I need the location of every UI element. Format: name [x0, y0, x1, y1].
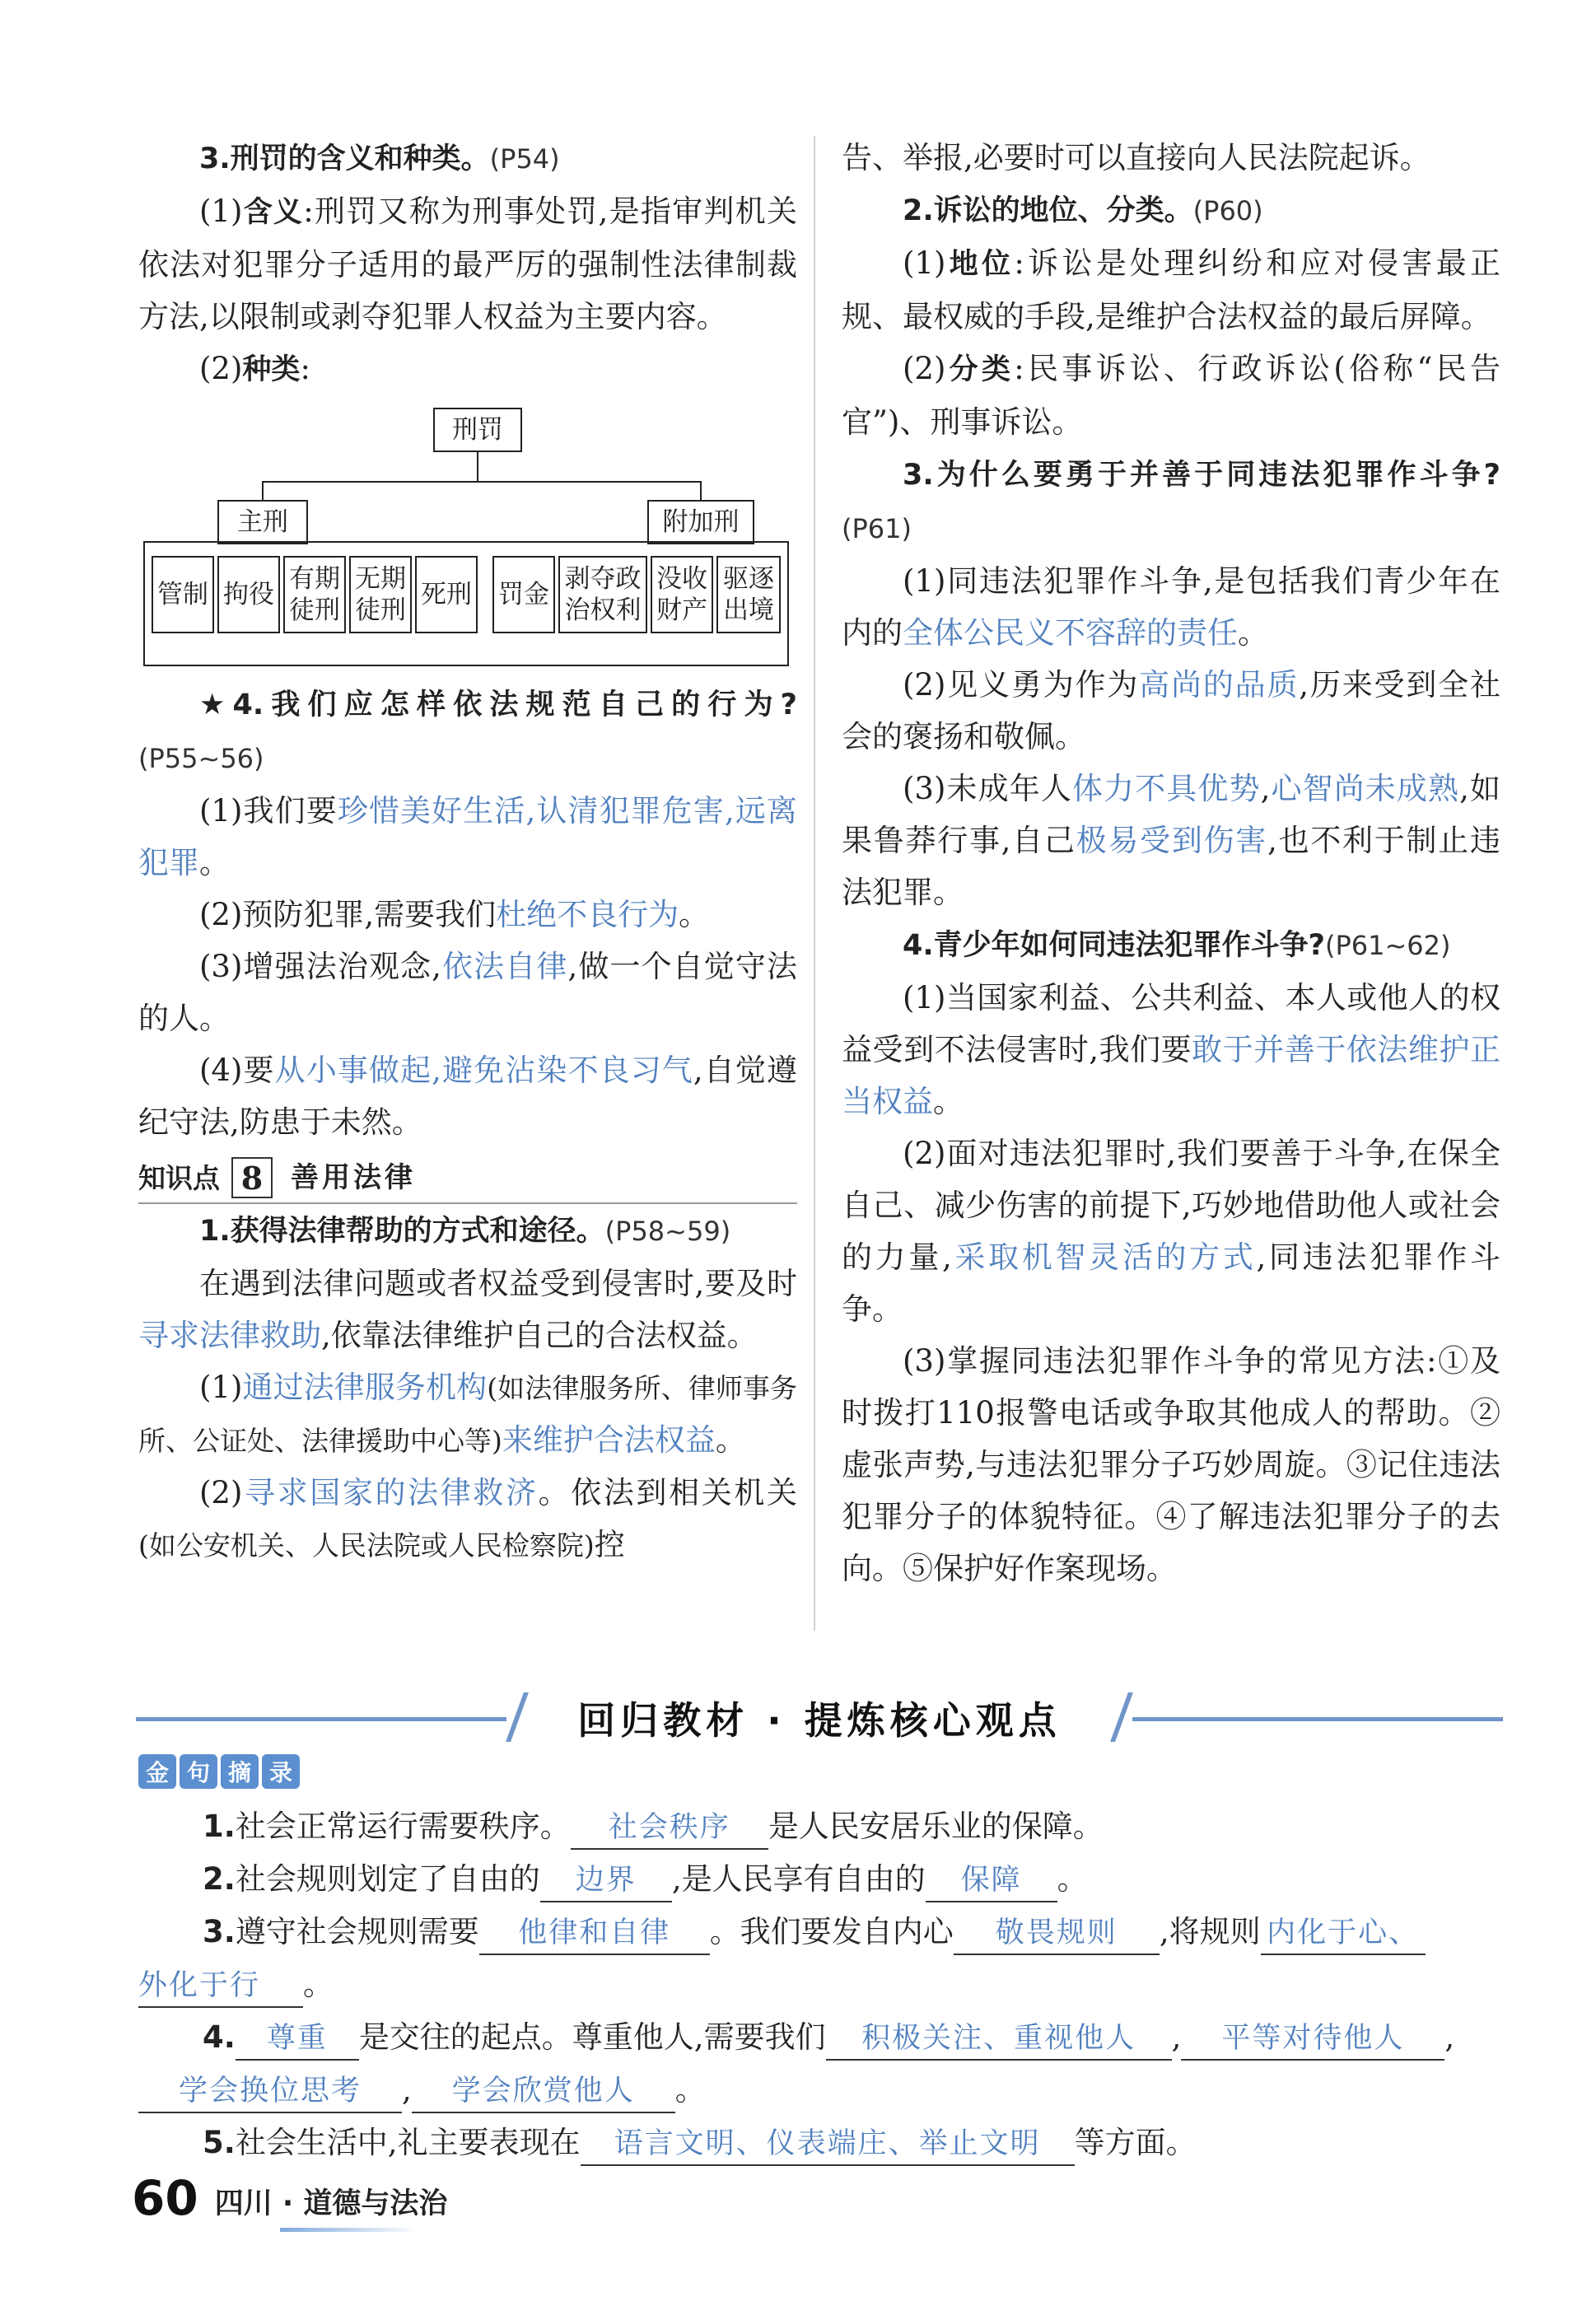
sec4-heading: ★4.我们应怎样依法规范自己的行为?(P55~56)	[138, 689, 797, 774]
s2-item1: (1)地位:诉讼是处理纠纷和应对侵害最正规、最权威的手段,是维护合法权益的最后屏障。	[842, 245, 1500, 334]
quote-3-cont: 外化于行 。	[138, 1958, 1505, 2011]
book-title: 四川 · 道德与法治	[214, 2187, 448, 2220]
banner-slash-right	[1110, 1692, 1133, 1742]
golden-quotes	[138, 1800, 1505, 2169]
column-divider	[814, 136, 815, 1631]
left-column	[138, 132, 797, 1571]
node-detention: 拘役	[217, 556, 280, 633]
s2-heading: 2.诉讼的地位、分类。(P60)	[903, 194, 1263, 227]
page-number: 60	[132, 2170, 198, 2226]
quote-excerpt-tag	[138, 1754, 300, 1789]
banner-rule-left	[136, 1717, 506, 1721]
answer-blank: 平等对待他人	[1181, 2018, 1444, 2061]
footer-accent-line	[280, 2228, 420, 2232]
answer-blank: 保障	[926, 1860, 1057, 1902]
quote-4: 4. 尊重 是交往的起点。尊重他人,需要我们 积极关注、重视他人 , 平等对待他人 ,	[138, 2011, 1505, 2064]
sec4-item2: (2)预防犯罪,需要我们杜绝不良行为。	[199, 897, 710, 932]
answer-blank: 学会欣赏他人	[412, 2070, 675, 2113]
answer-blank: 敬畏规则	[954, 1912, 1160, 1955]
quote-1: 1.社会正常运行需要秩序。 社会秩序 是人民安居乐业的保障。	[138, 1800, 1505, 1853]
s3-heading: 3.为什么要勇于并善于同违法犯罪作斗争?(P61)	[842, 459, 1500, 544]
sec4-item3: (3)增强法治观念,依法自律,做一个自觉守法的人。	[138, 949, 798, 1036]
node-fixed-term: 有期 徒刑	[283, 556, 346, 633]
knowledge-point-label: 知识点	[138, 1161, 220, 1194]
node-death: 死刑	[415, 556, 478, 633]
node-life: 无期 徒刑	[349, 556, 412, 633]
right-column	[842, 132, 1500, 1594]
sec4-item4: (4)要从小事做起,避免沾染不良习气,自觉遵纪守法,防患于未然。	[138, 1053, 798, 1140]
s81-item2: (2)寻求国家的法律救济。依法到相关机关(如公安机关、人民法院或人民检察院)控	[138, 1475, 798, 1562]
knowledge-point-header	[138, 1153, 797, 1204]
s3-item3: (3)未成年人体力不具优势,心智尚未成熟,如果鲁莽行事,自己极易受到伤害,也不利于制止违法犯罪。	[842, 771, 1501, 910]
node-deprivation: 剥夺政 治权利	[558, 556, 647, 633]
node-control: 管制	[152, 556, 214, 633]
answer-blank: 内化于心、	[1261, 1912, 1426, 1955]
node-confiscation: 没收 财产	[651, 556, 713, 633]
page-footer	[132, 2170, 448, 2226]
banner-slash-left	[506, 1692, 529, 1742]
knowledge-point-title: 善用法律	[291, 1160, 416, 1194]
answer-blank: 外化于行	[138, 1965, 303, 2008]
sec3-heading: 3.刑罚的含义和种类。(P54)	[199, 142, 560, 175]
s81-intro: 在遇到法律问题或者权益受到侵害时,要及时寻求法律救助,依靠法律维护自己的合法权益。	[138, 1266, 797, 1353]
tag-char: 金	[138, 1754, 176, 1789]
tag-char: 句	[180, 1754, 217, 1789]
answer-blank: 语言文明、仪表端庄、举止文明	[581, 2123, 1075, 2166]
tag-char: 录	[262, 1754, 300, 1789]
s81-heading: 1.获得法律帮助的方式和途径。(P58~59)	[199, 1215, 731, 1248]
continuation: 告、举报,必要时可以直接向人民法院起诉。	[842, 140, 1430, 175]
answer-blank: 尊重	[236, 2018, 359, 2061]
s4-item2: (2)面对违法犯罪时,我们要善于斗争,在保全自己、减少伤害的前提下,巧妙地借助他人或社会的力量,采取机智灵活的方式,同违法犯罪作斗争。	[842, 1136, 1501, 1327]
answer-blank: 他律和自律	[479, 1912, 710, 1955]
banner-rule-right	[1132, 1717, 1503, 1721]
sec4-item1: (1)我们要珍惜美好生活,认清犯罪危害,远离犯罪。	[138, 793, 797, 880]
answer-blank: 积极关注、重视他人	[826, 2018, 1172, 2061]
connector	[262, 481, 700, 483]
node-penalty: 刑罚	[433, 408, 522, 452]
tag-char: 摘	[221, 1754, 259, 1789]
banner-title: 回归教材 · 提炼核心观点	[577, 1698, 1062, 1743]
knowledge-point-number: 8	[231, 1157, 273, 1198]
s2-item2: (2)分类:民事诉讼、行政诉讼(俗称“民告官”)、刑事诉讼。	[842, 351, 1500, 440]
quote-3: 3.遵守社会规则需要 他律和自律 。我们要发自内心 敬畏规则 ,将规则 内化于心、	[138, 1906, 1505, 1958]
connector	[477, 452, 478, 482]
sec3-types-label: (2)种类:	[199, 351, 310, 386]
answer-blank: 社会秩序	[571, 1807, 768, 1850]
s4-item1: (1)当国家利益、公共利益、本人或他人的权益受到不法侵害时,我们要敢于并善于依法维护正当权益。	[842, 980, 1501, 1119]
section-banner	[136, 1684, 1503, 1750]
connector	[700, 481, 702, 501]
sec3-definition: (1)含义:刑罚又称为刑事处罚,是指审判机关依法对犯罪分子适用的最严厉的强制性法律制裁方法,以限制或剥夺犯罪人权益为主要内容。	[138, 194, 797, 334]
node-fine: 罚金	[492, 556, 555, 633]
quote-5: 5.社会生活中,礼主要表现在 语言文明、仪表端庄、举止文明 等方面。	[138, 2117, 1505, 2169]
quote-4-cont: 学会换位思考 , 学会欣赏他人 。	[138, 2064, 1505, 2117]
node-supplementary: 附加刑	[647, 500, 754, 544]
penalty-tree-diagram	[138, 408, 797, 671]
node-deportation: 驱逐 出境	[716, 556, 781, 633]
node-principal: 主刑	[217, 500, 308, 544]
answer-blank: 学会换位思考	[138, 2070, 402, 2113]
s81-item1: (1)通过法律服务机构(如法律服务所、律师事务所、公证处、法律援助中心等)来维护合法权益。	[138, 1370, 798, 1458]
quote-2: 2.社会规则划定了自由的 边界 ,是人民享有自由的 保障 。	[138, 1853, 1505, 1906]
s3-item1: (1)同违法犯罪作斗争,是包括我们青少年在内的全体公民义不容辞的责任。	[842, 563, 1500, 651]
s3-item2: (2)见义勇为作为高尚的品质,历来受到全社会的褒扬和敬佩。	[842, 667, 1500, 754]
answer-blank: 边界	[540, 1860, 672, 1902]
s4-heading: 4.青少年如何同违法犯罪作斗争?(P61~62)	[903, 929, 1451, 962]
s4-item3: (3)掌握同违法犯罪作斗争的常见方法:①及时拨打110报警电话或争取其他成人的帮助。②虚张声势,与违法犯罪分子巧妙周旋。③记住违法犯罪分子的体貌特征。④了解违法犯罪分子的去向。⑤保护好作案现场。	[842, 1343, 1500, 1586]
connector	[262, 481, 264, 501]
